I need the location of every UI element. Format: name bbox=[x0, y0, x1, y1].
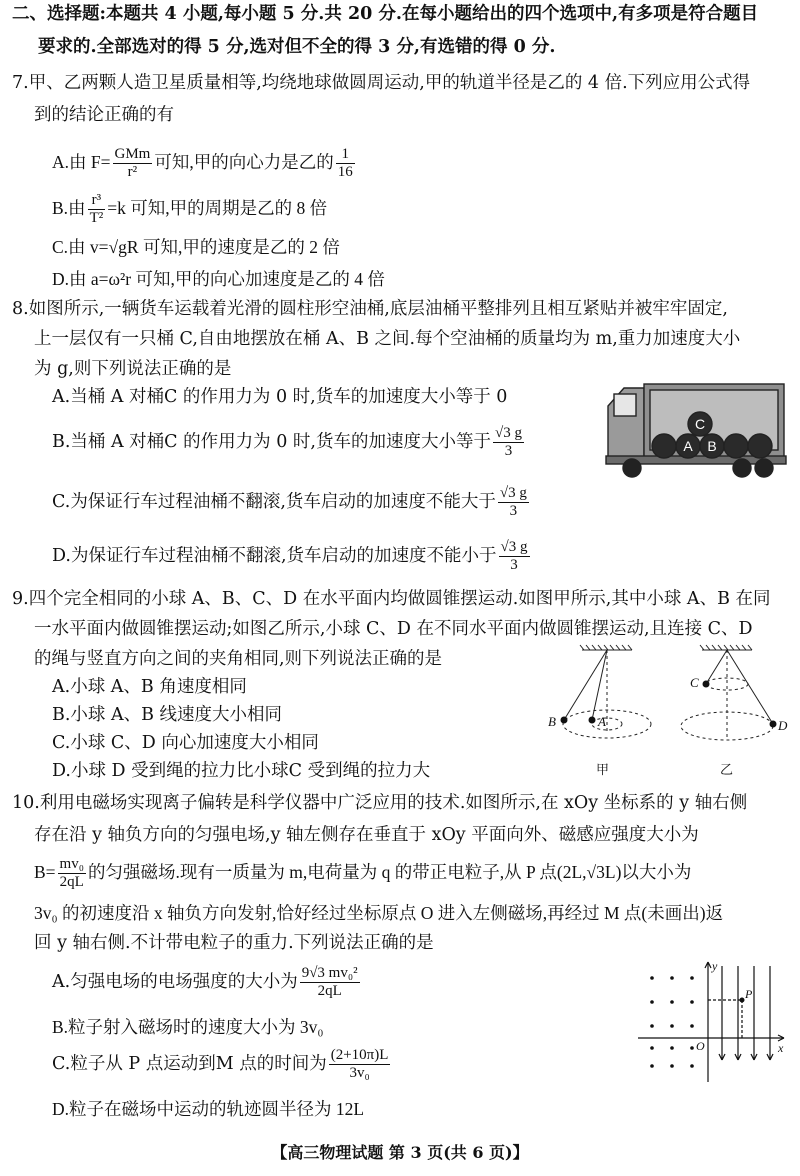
barrel-c-label: C bbox=[694, 416, 706, 432]
q9-stem-line1: 9.四个完全相同的小球 A、B、C、D 在水平面内均做圆锥摆运动.如图甲所示,其中小球 A、B 在同 bbox=[12, 589, 771, 609]
q10-stem-line1: 10.利用电磁场实现离子偏转是科学仪器中广泛应用的技术.如图所示,在 xOy 坐标系的 y 轴右侧 bbox=[12, 793, 748, 813]
label-b: B bbox=[548, 714, 556, 729]
origin-label: O bbox=[696, 1039, 705, 1053]
q7-stem-line1: 7.甲、乙两颗人造卫星质量相等,均绕地球做圆周运动,甲的轨道半径是乙的 4 倍.下列应用公式得 bbox=[12, 73, 751, 93]
q10-stem-line3: B= $\frac{\text{mv₀}}{2qL}$ 的匀强磁场.现有一质量为 m,电荷量为 q 的带正电粒子,从 P 点(2L,√3L)以大小为 bbox=[34, 856, 692, 891]
q7-option-b: B.由 $\frac{\text{r³}}{\text{T²}}$ =k 可知,甲的周期是乙的 8 倍 bbox=[52, 192, 328, 227]
q7-stem-line2: 到的结论正确的有 bbox=[34, 105, 174, 125]
q10-stem-line4: 3v₀ 的初速度沿 x 轴负方向发射,恰好经过坐标原点 O 进入左侧磁场,再经过 M 点(未画出)返 bbox=[34, 903, 724, 923]
barrel bbox=[748, 434, 772, 458]
barrel bbox=[652, 434, 676, 458]
ball-d bbox=[770, 721, 777, 728]
q10-option-d: D.粒子在磁场中运动的轨迹圆半径为 12L bbox=[52, 1099, 365, 1119]
section-heading-line2: 要求的.全部选对的得 5 分,选对但不全的得 3 分,有选错的得 0 分. bbox=[38, 37, 556, 57]
q8-option-c: C.为保证行车过程油桶不翻滚,货车启动的加速度不能大于 $\frac{√3 g}{3}$ bbox=[52, 485, 527, 519]
string-b bbox=[564, 650, 607, 720]
wheel-rear bbox=[755, 459, 773, 477]
q9-stem-line2: 一水平面内做圆锥摆运动;如图乙所示,小球 C、D 在不同水平面内做圆锥摆运动,且连接 C、D bbox=[34, 619, 753, 639]
q9-option-d: D.小球 D 受到绳的拉力比小球C 受到绳的拉力大 bbox=[52, 761, 431, 781]
truck-figure bbox=[602, 378, 788, 478]
q10-option-a: A.匀强电场的电场强度的大小为 $\frac{\text{9√3 mv₀²}}{2qL}$ bbox=[52, 965, 358, 999]
y-axis-label: y bbox=[712, 959, 718, 973]
q7-option-d: D.由 a=ω²r 可知,甲的向心加速度是乙的 4 倍 bbox=[52, 269, 385, 289]
label-a: A bbox=[598, 714, 606, 729]
string-d bbox=[727, 650, 773, 724]
string-c bbox=[706, 650, 727, 684]
wheel-rear bbox=[733, 459, 751, 477]
q7-option-c: C.由 v=√gR 可知,甲的速度是乙的 2 倍 bbox=[52, 237, 340, 257]
q8-option-b: B.当桶 A 对桶C 的作用力为 0 时,货车的加速度大小等于 $\frac{√3 g}{3}$ bbox=[52, 425, 522, 459]
q9-option-a: A.小球 A、B 角速度相同 bbox=[52, 677, 247, 697]
field-diagram bbox=[632, 956, 792, 1086]
q8-stem-line1: 8.如图所示,一辆货车运载着光滑的圆柱形空油桶,底层油桶平整排列且相互紧贴并被牢牢固定, bbox=[12, 299, 728, 319]
point-p-label: P bbox=[745, 987, 753, 1001]
string-a bbox=[592, 650, 607, 720]
q8-stem-line2: 上一层仅有一只桶 C,自由地摆放在桶 A、B 之间.每个空油桶的质量均为 m,重力加速度大小 bbox=[34, 329, 741, 349]
q9-stem-line3: 的绳与竖直方向之间的夹角相同,则下列说法正确的是 bbox=[34, 649, 443, 669]
q8-option-a: A.当桶 A 对桶C 的作用力为 0 时,货车的加速度大小等于 0 bbox=[52, 387, 508, 407]
wheel-front bbox=[623, 459, 641, 477]
ball-b bbox=[561, 717, 568, 724]
label-d: D bbox=[778, 718, 788, 733]
q9-option-c: C.小球 C、D 向心加速度大小相同 bbox=[52, 733, 319, 753]
barrel-a-label: A bbox=[683, 438, 693, 454]
ball-a bbox=[589, 717, 596, 724]
q7-option-a: A.由 F= $\frac{\text{GMm}}{\text{r²}}$ 可知,甲的向心力是乙的 $\frac{1}{16}$ bbox=[52, 146, 353, 181]
barrel bbox=[724, 434, 748, 458]
ceiling-hatch-jia bbox=[580, 645, 632, 650]
q8-stem-line3: 为 g,则下列说法正确的是 bbox=[34, 359, 232, 379]
q10-stem-line2: 存在沿 y 轴负方向的匀强电场,y 轴左侧存在垂直于 xOy 平面向外、磁感应强度大小为 bbox=[34, 825, 699, 845]
q10-option-b: B.粒子射入磁场时的速度大小为 3v₀ bbox=[52, 1017, 324, 1037]
q8-option-d: D.为保证行车过程油桶不翻滚,货车启动的加速度不能小于 $\frac{√3 g}{3}$ bbox=[52, 539, 528, 573]
ball-c bbox=[703, 681, 710, 688]
barrel-b-label: B bbox=[707, 438, 717, 454]
caption-yi: 乙 bbox=[720, 763, 734, 778]
caption-jia: 甲 bbox=[596, 763, 610, 778]
q10-option-c: C.粒子从 P 点运动到M 点的时间为 $\frac{(2+10\pi)L}{\text{3v₀}}$ bbox=[52, 1047, 389, 1081]
q10-stem-line5: 回 y 轴右侧.不计带电粒子的重力.下列说法正确的是 bbox=[34, 933, 434, 953]
section-heading-line1: 二、选择题:本题共 4 小题,每小题 5 分.共 20 分.在每小题给出的四个选项中,有多项是符合题目 bbox=[12, 4, 759, 24]
ceiling-hatch-yi bbox=[700, 645, 752, 650]
point-p bbox=[740, 998, 745, 1003]
page-footer: 【高三物理试题 第 3 页(共 6 页)】 bbox=[271, 1143, 529, 1162]
x-axis-label: x bbox=[778, 1041, 784, 1055]
q9-option-b: B.小球 A、B 线速度大小相同 bbox=[52, 705, 283, 725]
magnetic-field-dots bbox=[650, 976, 694, 1068]
pendulum-figure bbox=[540, 642, 798, 782]
truck-window bbox=[614, 394, 636, 416]
label-c: C bbox=[690, 675, 699, 690]
